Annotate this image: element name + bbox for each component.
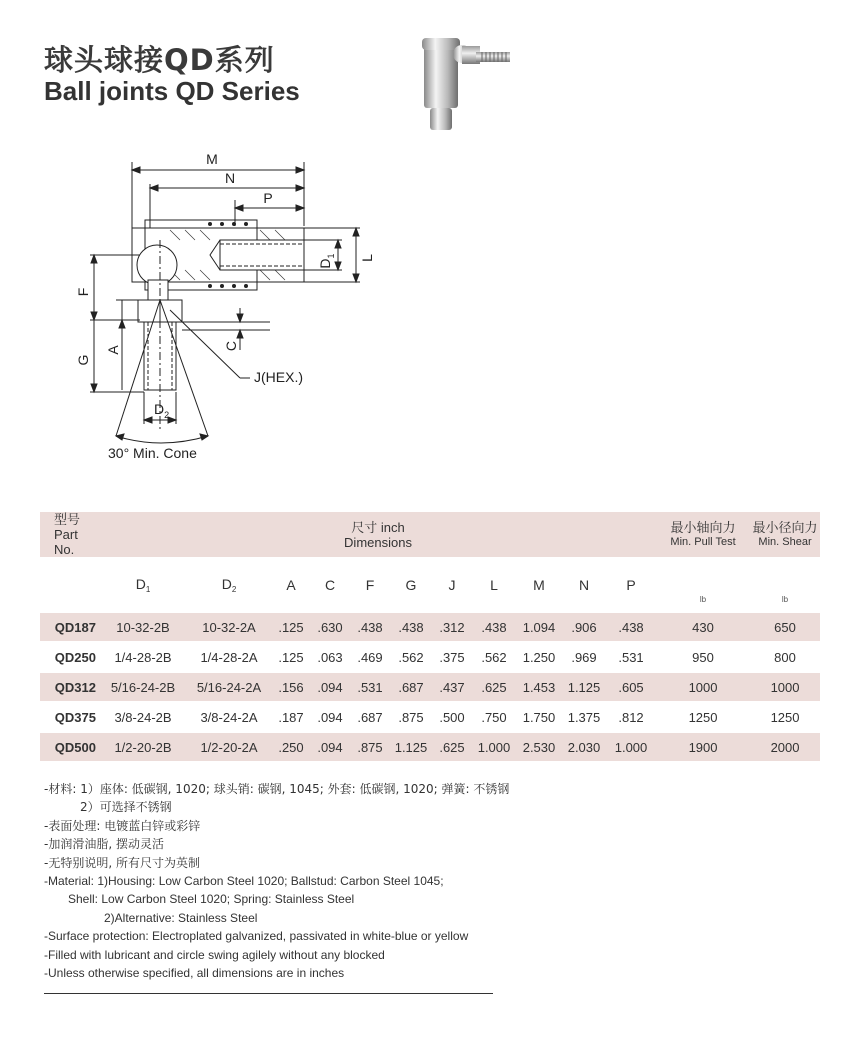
table-row [40, 733, 820, 761]
cell-d2: 3/8-24-2A [200, 709, 258, 725]
cell-j: .625 [439, 739, 465, 755]
cell-part: QD500 [54, 739, 96, 755]
cell-shear: 1000 [770, 679, 800, 695]
cell-part: QD187 [54, 619, 96, 635]
bottom-divider [44, 993, 493, 994]
dim-label-c: C [223, 340, 239, 352]
note-cn-material-2: 2）可选择不锈钢 [80, 800, 172, 815]
col-a: A [286, 577, 296, 593]
col-g: G [405, 577, 417, 593]
technical-drawing [60, 140, 410, 470]
dim-label-a: A [105, 345, 121, 355]
dim-label-j: J(HEX.) [254, 369, 303, 385]
cell-shear: 800 [774, 649, 796, 665]
cell-d1: 1/2-20-2B [114, 739, 172, 755]
cell-c: .094 [317, 709, 343, 725]
cell-a: .156 [278, 679, 304, 695]
cell-d2: 1/4-28-2A [200, 649, 258, 665]
dim-label-d1: $D_1$ [317, 253, 336, 269]
dim-label-m: M [206, 151, 218, 167]
cell-j: .312 [439, 619, 465, 635]
cell-d1: 5/16-24-2B [110, 679, 176, 695]
cell-m: 2.530 [522, 739, 556, 755]
cell-pull: 1900 [688, 739, 718, 755]
cell-p: 1.000 [614, 739, 648, 755]
cell-part: QD375 [54, 709, 96, 725]
note-en-material-3: 2)Alternative: Stainless Steel [104, 910, 258, 925]
cell-g: 1.125 [394, 739, 428, 755]
note-en-units: -Unless otherwise specified, all dimensions are in inches [44, 966, 345, 981]
cell-f: .687 [357, 709, 383, 725]
cell-c: .630 [317, 619, 343, 635]
cell-n: 2.030 [567, 739, 601, 755]
cell-p: .605 [618, 679, 644, 695]
col-j: J [448, 577, 456, 593]
table-row [40, 613, 820, 641]
cell-a: .187 [278, 709, 304, 725]
notes-section [44, 780, 509, 982]
note-en-material-1: -Material: 1)Housing: Low Carbon Steel 1020; Ballstud: Carbon Steel 1045; [44, 874, 444, 889]
cell-f: .438 [357, 619, 383, 635]
col-c: C [324, 577, 336, 593]
cell-shear: 1250 [770, 709, 800, 725]
cell-d1: 3/8-24-2B [114, 709, 172, 725]
cell-a: .125 [278, 619, 304, 635]
cell-j: .500 [439, 709, 465, 725]
col-d2: $D_2$ [221, 576, 237, 594]
cell-d2: 10-32-2A [202, 619, 256, 635]
cell-l: .438 [481, 619, 507, 635]
cell-m: 1.094 [522, 619, 556, 635]
cell-pull: 1250 [688, 709, 718, 725]
cell-m: 1.750 [522, 709, 556, 725]
cell-m: 1.453 [522, 679, 556, 695]
cell-part: QD312 [54, 679, 96, 695]
cell-l: .750 [481, 709, 507, 725]
note-cn-material-1: -材料: 1）座体: 低碳钢, 1020; 球头销: 碳钢, 1045; 外套: 低碳钢, 1020; 弹簧: 不锈钢 [44, 782, 510, 796]
cell-g: .562 [398, 649, 424, 665]
cell-d1: 10-32-2B [116, 619, 170, 635]
spec-table [40, 512, 820, 761]
header-pull-test: 最小轴向力 Min. Pull Test [670, 519, 736, 548]
note-cn-surface: -表面处理: 电镀蓝白锌或彩锌 [44, 818, 201, 833]
dim-label-d2: $D_2$ [154, 401, 170, 420]
cell-j: .437 [439, 679, 465, 695]
cell-g: .687 [398, 679, 424, 695]
note-en-surface: -Surface protection: Electroplated galvanized, passivated in white-blue or yellow [44, 929, 469, 944]
cell-pull: 1000 [688, 679, 718, 695]
col-d1: $D_1$ [135, 576, 151, 594]
cell-n: 1.125 [567, 679, 601, 695]
cell-p: .531 [618, 649, 644, 665]
col-f: F [365, 577, 375, 593]
cell-a: .250 [278, 739, 304, 755]
header-part-no: 型号 Part No. [54, 512, 81, 557]
cell-shear: 2000 [770, 739, 800, 755]
cell-a: .125 [278, 649, 304, 665]
cell-c: .063 [317, 649, 343, 665]
cell-p: .812 [618, 709, 644, 725]
dim-label-f: F [75, 287, 91, 297]
dim-label-l: L [359, 254, 375, 262]
product-photo [410, 28, 520, 136]
cell-d2: 5/16-24-2A [196, 679, 262, 695]
dim-label-g: G [75, 354, 91, 366]
cell-c: .094 [317, 679, 343, 695]
cell-j: .375 [439, 649, 465, 665]
cell-pull: 950 [692, 649, 714, 665]
note-en-lube: -Filled with lubricant and circle swing agilely without any blocked [44, 947, 385, 962]
cell-p: .438 [618, 619, 644, 635]
note-cn-lube: -加润滑油脂, 摆动灵活 [44, 837, 164, 852]
col-shear-unit: lb [781, 594, 789, 604]
dim-label-p: P [263, 190, 273, 206]
cell-f: .875 [357, 739, 383, 755]
cell-d1: 1/4-28-2B [114, 649, 172, 665]
cell-pull: 430 [692, 619, 714, 635]
cell-l: .625 [481, 679, 507, 695]
col-p: P [626, 577, 636, 593]
header-dimensions: 尺寸 inch Dimensions [344, 519, 412, 550]
cell-n: .906 [571, 619, 597, 635]
cell-l: 1.000 [477, 739, 511, 755]
page-title-en: Ball joints QD Series [44, 76, 300, 106]
table-subheader-row [40, 557, 820, 613]
table-row [40, 703, 820, 731]
note-cn-units: -无特别说明, 所有尺寸为英制 [44, 855, 200, 870]
table-row [40, 643, 820, 671]
cell-g: .875 [398, 709, 424, 725]
cone-label: 30° Min. Cone [108, 445, 197, 461]
col-pull-unit: lb [699, 594, 707, 604]
cell-f: .531 [357, 679, 383, 695]
cell-part: QD250 [54, 649, 96, 665]
cell-f: .469 [357, 649, 383, 665]
cell-g: .438 [398, 619, 424, 635]
cell-n: .969 [571, 649, 597, 665]
table-header-row [40, 512, 820, 557]
col-l: L [490, 577, 498, 593]
header-shear: 最小径向力 Min. Shear [752, 519, 818, 548]
cell-n: 1.375 [567, 709, 601, 725]
table-row [40, 673, 820, 701]
cell-m: 1.250 [522, 649, 556, 665]
col-m: M [533, 577, 545, 593]
cell-shear: 650 [774, 619, 796, 635]
page-title-cn: 球头球接QD系列 [44, 43, 275, 77]
note-en-material-2: Shell: Low Carbon Steel 1020; Spring: Stainless Steel [68, 892, 355, 907]
cell-d2: 1/2-20-2A [200, 739, 258, 755]
col-n: N [578, 577, 590, 593]
cell-c: .094 [317, 739, 343, 755]
cell-l: .562 [481, 649, 507, 665]
dim-label-n: N [224, 170, 236, 186]
